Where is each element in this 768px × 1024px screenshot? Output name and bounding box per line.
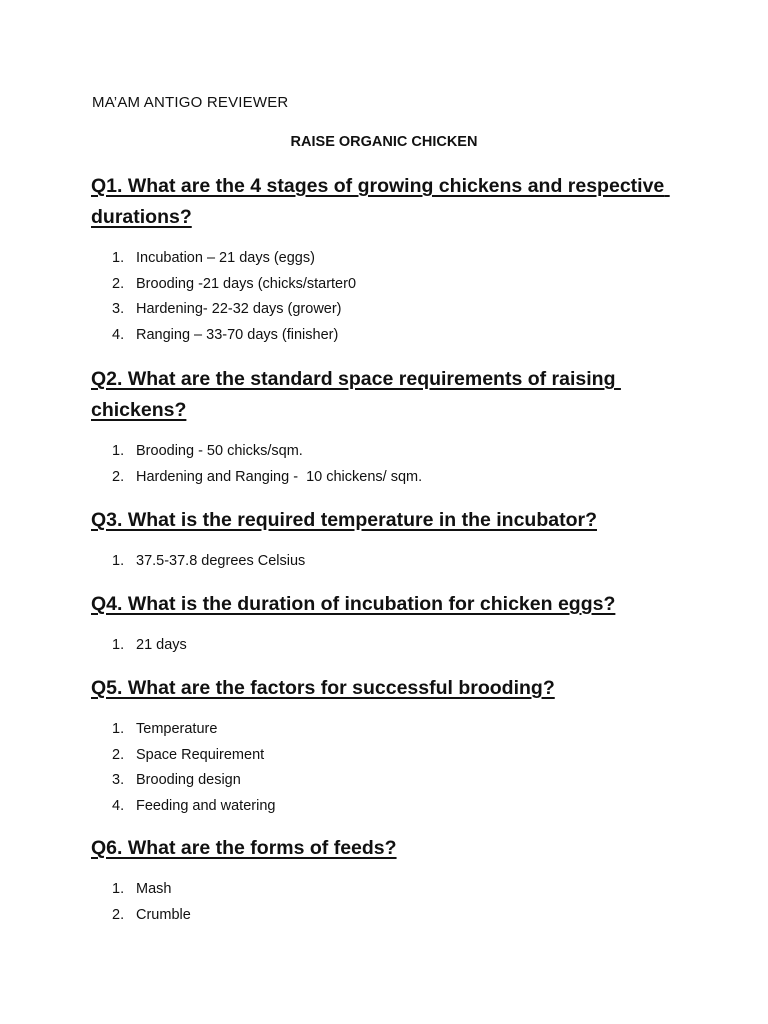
question-5: Q5. What are the factors for successful brooding? <box>91 677 555 699</box>
answer-list-4 <box>112 633 187 659</box>
list-item <box>112 246 356 272</box>
question-4: Q4. What is the duration of incubation for chicken eggs? <box>91 593 616 615</box>
list-number: 1. <box>112 443 125 459</box>
list-item <box>112 297 356 323</box>
list-item-text: Hardening and Ranging - 10 chickens/ sqm. <box>136 468 423 485</box>
list-item-text: Brooding - 50 chicks/sqm. <box>136 443 303 459</box>
list-item <box>112 439 422 465</box>
list-item-text: Brooding design <box>136 772 241 789</box>
question-1: Q1. What are the 4 stages of growing chickens and respective durations? <box>91 175 670 228</box>
answer-list-3 <box>112 549 305 575</box>
list-item-text: 21 days <box>136 637 187 653</box>
list-item <box>112 717 275 743</box>
list-item-text: Crumble <box>136 906 191 923</box>
list-number: 1. <box>112 553 125 569</box>
answer-list-1 <box>112 246 356 348</box>
list-number: 1. <box>112 881 125 897</box>
list-item <box>112 549 305 575</box>
list-number: 3. <box>112 772 125 789</box>
list-number: 1. <box>112 721 125 737</box>
list-number: 4. <box>112 797 125 814</box>
answer-list-2 <box>112 439 422 490</box>
list-item-text: 37.5-37.8 degrees Celsius <box>136 553 306 569</box>
answer-list-5 <box>112 717 275 819</box>
question-6: Q6. What are the forms of feeds? <box>91 837 397 859</box>
list-item <box>112 903 191 929</box>
list-item <box>112 272 356 298</box>
list-item <box>112 768 275 794</box>
list-item <box>112 633 187 659</box>
list-number: 3. <box>112 301 125 318</box>
list-item-text: Feeding and watering <box>136 797 276 814</box>
list-number: 2. <box>112 746 125 763</box>
answer-list-6 <box>112 877 191 928</box>
list-item-text: Space Requirement <box>136 746 265 763</box>
reviewer-header: MA’AM ANTIGO REVIEWER <box>92 94 289 111</box>
list-item-text: Ranging – 33-70 days (finisher) <box>136 326 339 343</box>
question-3: Q3. What is the required temperature in the incubator? <box>91 509 597 531</box>
question-2: Q2. What are the standard space requirements of raising chickens? <box>91 368 621 421</box>
list-item-text: Mash <box>136 881 172 897</box>
list-item <box>112 465 422 491</box>
list-number: 1. <box>112 250 125 266</box>
list-item-text: Brooding -21 days (chicks/starter0 <box>136 275 357 292</box>
list-item-text: Incubation – 21 days (eggs) <box>136 250 315 266</box>
document-title: RAISE ORGANIC CHICKEN <box>290 134 478 150</box>
list-item <box>112 794 275 820</box>
list-item <box>112 323 356 349</box>
list-number: 2. <box>112 275 125 292</box>
list-number: 4. <box>112 326 125 343</box>
list-number: 2. <box>112 906 125 923</box>
list-item-text: Hardening- 22-32 days (grower) <box>136 301 342 318</box>
list-number: 1. <box>112 637 125 653</box>
list-item <box>112 877 191 903</box>
list-item-text: Temperature <box>136 721 218 737</box>
list-number: 2. <box>112 468 125 485</box>
list-item <box>112 743 275 769</box>
